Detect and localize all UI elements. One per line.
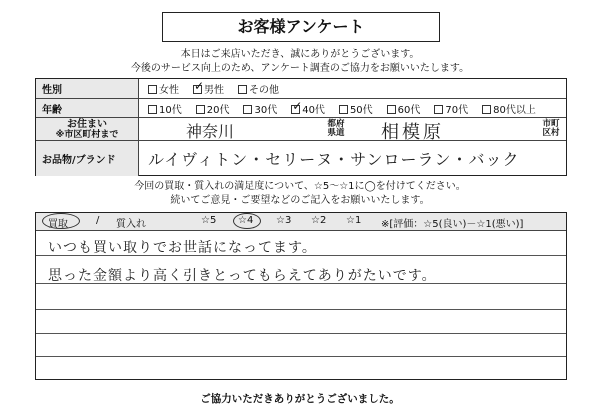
age-option-label: 70代 xyxy=(445,105,469,116)
gender-option-label: 男性 xyxy=(204,85,224,96)
gender-option[interactable] xyxy=(148,81,179,96)
type-kaitori: 買取 xyxy=(48,219,68,230)
prefecture-handwritten: 神奈川 xyxy=(186,122,235,141)
rating-header xyxy=(36,213,566,231)
age-row xyxy=(36,98,566,118)
age-option-label: 80代以上 xyxy=(493,105,536,116)
city-unit-2: 区村 xyxy=(542,128,560,138)
checkbox-icon[interactable] xyxy=(238,85,247,94)
age-option[interactable] xyxy=(291,101,325,116)
star-1: ☆1 xyxy=(346,215,362,226)
age-option-label: 50代 xyxy=(349,105,373,116)
age-option-label: 20代 xyxy=(206,105,230,116)
rating-section xyxy=(35,212,567,380)
checkbox-icon[interactable] xyxy=(291,99,303,114)
age-option[interactable] xyxy=(482,101,536,116)
intro-line-1: 本日はご来店いただき、誠にありがとうございます。 xyxy=(180,49,420,60)
age-option[interactable] xyxy=(339,101,373,116)
checkbox-icon[interactable] xyxy=(193,79,205,94)
satisfaction-prompt-1: 今回の買取・質入れの満足度について、☆5～☆1に◯を付けてください。 xyxy=(134,181,466,192)
age-label: 年齢 xyxy=(36,99,139,118)
gender-option-label: 女性 xyxy=(159,85,179,96)
gender-option[interactable] xyxy=(193,81,224,96)
survey-form xyxy=(35,78,567,176)
star-3: ☆3 xyxy=(276,215,292,226)
age-option-label: 30代 xyxy=(254,105,278,116)
comment-handwritten-1: いつも買い取りでお世話になってます。 xyxy=(48,240,317,256)
checkbox-icon[interactable] xyxy=(148,105,157,114)
check-mark-icon: ✓ xyxy=(194,79,205,93)
items-label: お品物/ブランド xyxy=(36,141,139,176)
age-option[interactable] xyxy=(196,101,230,116)
checkbox-icon[interactable] xyxy=(482,105,491,114)
comment-line xyxy=(36,356,566,357)
age-option-label: 10代 xyxy=(159,105,182,116)
survey-title: お客様アンケート xyxy=(162,12,440,42)
checkbox-icon[interactable] xyxy=(148,85,157,94)
gender-options xyxy=(148,79,293,98)
residence-label-main: お住まい xyxy=(67,118,107,130)
comment-handwritten-2: 思った金額より高く引きとってもらえてありがたいです。 xyxy=(48,268,437,284)
age-option-label: 40代 xyxy=(302,105,325,116)
type-shichiire: 質入れ xyxy=(116,219,146,230)
checkbox-icon[interactable] xyxy=(387,105,396,114)
residence-label xyxy=(36,118,139,141)
star-2: ☆2 xyxy=(311,215,327,226)
intro-line-2: 今後のサービス向上のため、アンケート調査のご協力をお願いいたします。 xyxy=(130,63,470,74)
city-unit-1: 市町 xyxy=(542,119,560,129)
checkbox-icon[interactable] xyxy=(196,105,205,114)
gender-row xyxy=(36,79,566,98)
items-handwritten: ルイヴィトン・セリーヌ・サンローラン・バック xyxy=(148,150,520,169)
prefecture-unit-2: 県道 xyxy=(327,128,345,138)
thank-you-footer: ご協力いただきありがとうございました。 xyxy=(200,393,400,405)
type-selection-circle xyxy=(42,213,80,229)
age-option[interactable] xyxy=(148,101,182,116)
age-option[interactable] xyxy=(243,101,277,116)
checkbox-icon[interactable] xyxy=(339,105,348,114)
items-row xyxy=(36,140,566,176)
check-mark-icon: ✓ xyxy=(292,99,303,113)
comment-line xyxy=(36,333,566,334)
comment-line xyxy=(36,309,566,310)
residence-label-sub: ※市区町村まで xyxy=(55,129,119,140)
type-separator: / xyxy=(96,215,100,226)
prefecture-unit-1: 都府 xyxy=(327,119,345,129)
checkbox-icon[interactable] xyxy=(434,105,443,114)
checkbox-icon[interactable] xyxy=(243,105,252,114)
star-4: ☆4 xyxy=(238,215,254,226)
gender-option-label: その他 xyxy=(249,85,279,96)
satisfaction-prompt-2: 続いてご意見・ご要望などのご記入をお願いいたします。 xyxy=(170,195,430,206)
residence-row xyxy=(36,117,566,141)
age-option[interactable] xyxy=(434,101,468,116)
age-options xyxy=(148,99,550,118)
star-selection-circle xyxy=(233,213,261,229)
gender-label: 性別 xyxy=(36,79,139,98)
age-option[interactable] xyxy=(387,101,421,116)
gender-option[interactable] xyxy=(238,81,279,96)
age-option-label: 60代 xyxy=(397,105,421,116)
rating-legend: ※[評価：☆5(良い)－☆1(悪い)] xyxy=(381,219,524,230)
city-handwritten: 相模原 xyxy=(381,122,444,143)
star-5: ☆5 xyxy=(201,215,217,226)
